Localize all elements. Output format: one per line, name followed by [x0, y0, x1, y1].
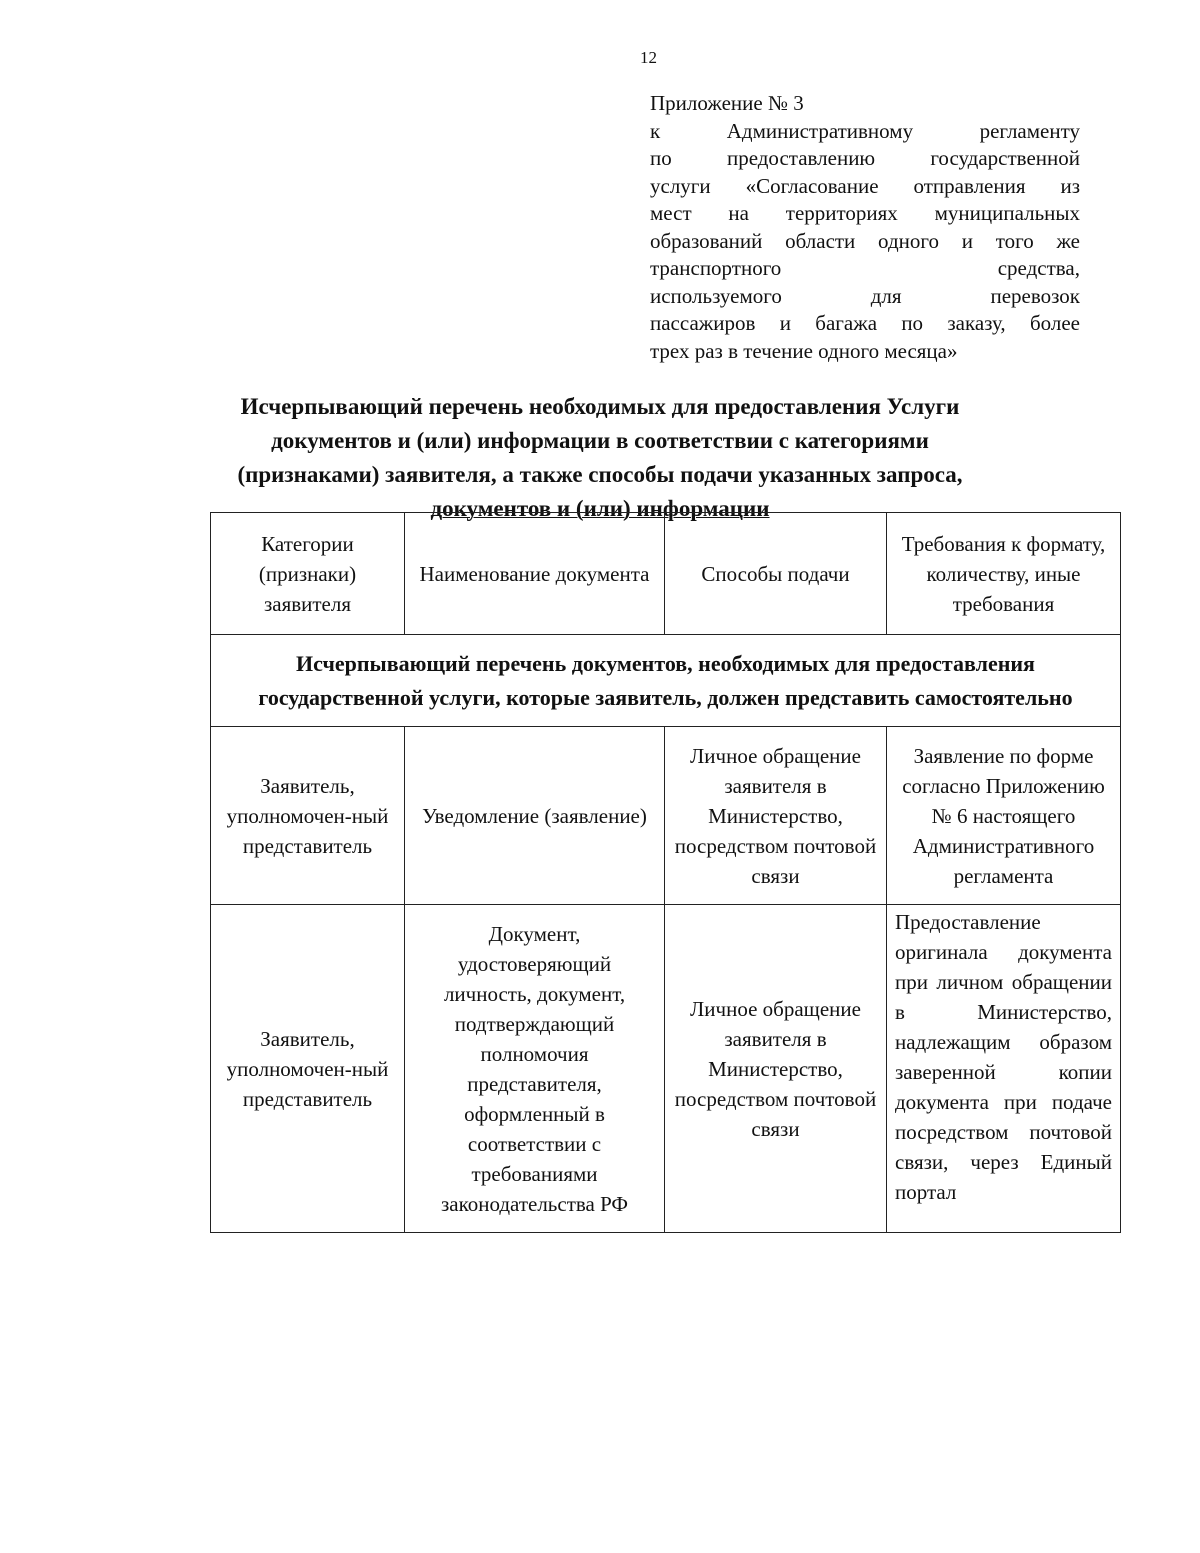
cell-document: Уведомление (заявление) [405, 727, 665, 905]
appendix-heading: Приложение № 3 [650, 91, 804, 115]
appendix-line: используемого для перевозок [650, 283, 1080, 308]
table-row [211, 727, 1121, 905]
cell-method: Личное обращение заявителя в Министерство, посредством почтовой связи [665, 727, 887, 905]
appendix-line: образований области одного и того же [650, 228, 1080, 253]
header-category: Категории (признаки) заявителя [211, 513, 405, 635]
document-title [200, 390, 1000, 526]
cell-category: Заявитель, уполномочен-ный представитель [211, 727, 405, 905]
section-row [211, 635, 1121, 727]
requirements-table [210, 512, 1121, 1233]
appendix-line: мест на территориях муниципальных [650, 201, 1080, 225]
appendix-line: к Административному регламенту [650, 118, 1080, 143]
appendix-line: услуги «Согласование отправления из [650, 173, 1080, 198]
cell-document: Документ, удостоверяющий личность, документ, подтверждающий полномочия представителя, оформленный в соответствии с требованиями законодательства РФ [405, 905, 665, 1233]
cell-requirements: Заявление по форме согласно Приложению № 6 настоящего Административного регламента [887, 727, 1121, 905]
header-method: Способы подачи [665, 513, 887, 635]
page-number: 12 [640, 48, 657, 67]
title-line: (признаками) заявителя, а также способы подачи указанных запроса, [237, 462, 963, 487]
header-document: Наименование документа [405, 513, 665, 635]
table-row [211, 905, 1121, 1233]
appendix-line: трех раз в течение одного месяца» [650, 338, 958, 363]
table-header-row [211, 513, 1121, 635]
title-line-text: документов и (или) информации [430, 496, 770, 521]
header-requirements: Требования к формату, количеству, иные требования [887, 513, 1121, 635]
appendix-line: пассажиров и багажа по заказу, более [650, 311, 1080, 335]
section-heading: Исчерпывающий перечень документов, необходимых для предоставления государственной услуги, которые заявитель, должен представить самостоятельно [211, 635, 1121, 727]
cell-method: Личное обращение заявителя в Министерство, посредством почтовой связи [665, 905, 887, 1233]
cell-requirements: Предоставление оригинала документа при личном обращении в Министерство, надлежащим образом заверенной копии документа при подаче посредством почтовой связи, через Единый портал [887, 905, 1121, 1233]
title-line: Исчерпывающий перечень необходимых для предоставления Услуги [240, 394, 960, 419]
cell-category: Заявитель, уполномочен-ный представитель [211, 905, 405, 1233]
appendix-line: по предоставлению государственной [650, 146, 1080, 170]
appendix-reference [650, 90, 1080, 365]
title-line: документов и (или) информации в соответствии с категориями [271, 428, 929, 453]
appendix-line: транспортного средства, [650, 256, 1080, 280]
